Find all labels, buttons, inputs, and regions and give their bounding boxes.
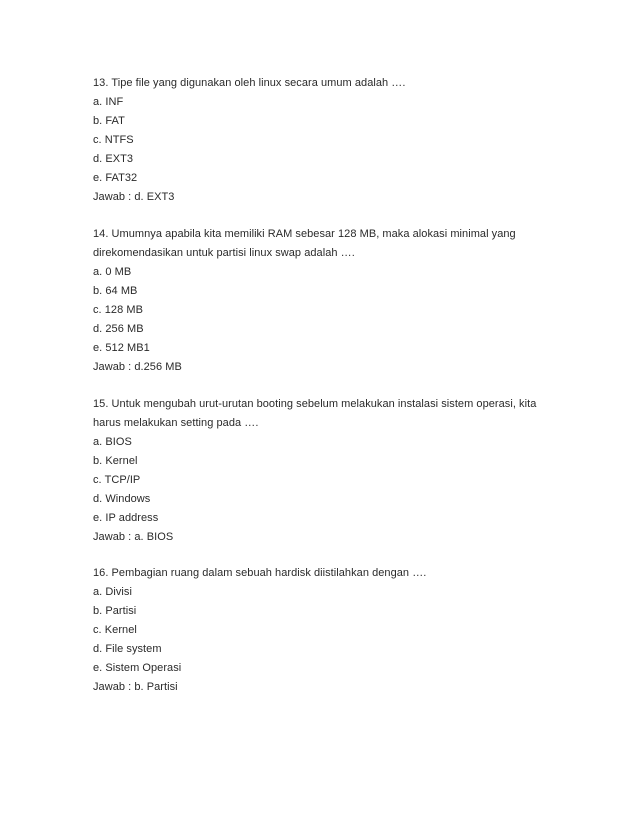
- question-15-option-e: e. IP address: [93, 512, 159, 524]
- question-15-option-d: d. Windows: [93, 493, 151, 505]
- question-14-option-e: e. 512 MB1: [93, 342, 150, 354]
- question-13-option-d: d. EXT3: [93, 153, 134, 165]
- question-14-option-d: d. 256 MB: [93, 323, 144, 335]
- question-16-option-a: a. Divisi: [93, 586, 132, 598]
- question-15-stem-line-2: harus melakukan setting pada ….: [93, 417, 259, 429]
- question-15-stem-line-1: 15. Untuk mengubah urut-urutan booting sebelum melakukan instalasi sistem operasi, kita: [93, 398, 537, 410]
- question-14-stem-line-2: direkomendasikan untuk partisi linux swap adalah ….: [93, 247, 355, 259]
- question-13-stem: 13. Tipe file yang digunakan oleh linux secara umum adalah ….: [93, 77, 406, 89]
- question-13-option-e: e. FAT32: [93, 172, 138, 184]
- question-14-option-c: c. 128 MB: [93, 304, 143, 316]
- question-16-option-b: b. Partisi: [93, 605, 137, 617]
- question-16-option-c: c. Kernel: [93, 624, 137, 636]
- question-15-option-a: a. BIOS: [93, 436, 132, 448]
- question-14-stem-line-1: 14. Umumnya apabila kita memiliki RAM sebesar 128 MB, maka alokasi minimal yang: [93, 228, 516, 240]
- question-13-option-b: b. FAT: [93, 115, 125, 127]
- question-16-option-d: d. File system: [93, 643, 162, 655]
- question-16: [93, 564, 543, 697]
- question-16-option-e: e. Sistem Operasi: [93, 662, 182, 674]
- question-16-answer: Jawab : b. Partisi: [93, 681, 178, 693]
- question-15: [93, 395, 543, 547]
- question-14: [93, 225, 543, 377]
- question-13-option-a: a. INF: [93, 96, 124, 108]
- question-13-answer: Jawab : d. EXT3: [93, 191, 175, 203]
- question-13-option-c: c. NTFS: [93, 134, 134, 146]
- question-14-answer: Jawab : d.256 MB: [93, 361, 182, 373]
- question-14-option-a: a. 0 MB: [93, 266, 132, 278]
- question-15-option-c: c. TCP/IP: [93, 474, 141, 486]
- question-15-answer: Jawab : a. BIOS: [93, 531, 174, 543]
- question-15-option-b: b. Kernel: [93, 455, 138, 467]
- question-16-stem: 16. Pembagian ruang dalam sebuah hardisk diistilahkan dengan ….: [93, 567, 427, 579]
- question-14-option-b: b. 64 MB: [93, 285, 138, 297]
- question-13: [93, 74, 543, 207]
